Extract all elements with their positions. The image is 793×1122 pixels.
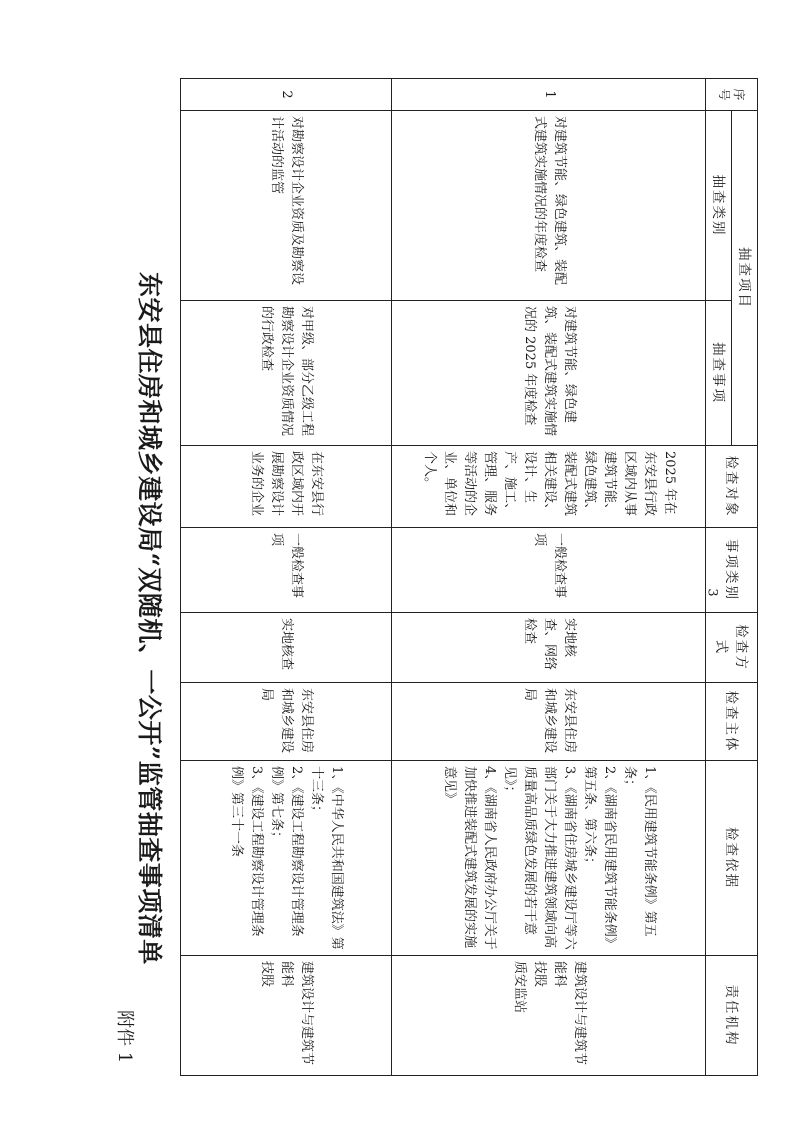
table-row: [181, 79, 392, 1076]
basis-line: 3、《建设工程勘察设计管理条例》第三十一条: [229, 766, 265, 937]
basis-line: 2、《湖南省民用建筑节能条例》第五条、第六条；: [581, 766, 617, 950]
basis-line: 4、《湖南省人民政府办公厅关于加快推进装配式建筑发展的实施意见》: [441, 766, 497, 950]
inspection-items-table: [180, 78, 758, 1076]
cell-basis: [392, 761, 706, 956]
inspection-table-frame: [180, 78, 758, 1075]
cell-item: 对建筑节能、绿色建筑、装配式建筑实施情况的 2025 年度检查: [392, 301, 706, 446]
header-row-1: [732, 79, 758, 1076]
header-method: 检查方式: [706, 613, 758, 683]
cell-seq: 2: [181, 79, 392, 111]
cell-object: 在东安县行政区域内开展勘察设计业务的企业: [181, 446, 392, 528]
table-row: [392, 79, 706, 1076]
document-title: 东安县住房和城乡建设局“双随机、一公开”监管抽查事项清单: [135, 272, 164, 965]
header-item: 抽查事项: [706, 301, 732, 446]
org-line: 技股: [259, 961, 275, 988]
basis-line: 1、《中华人民共和国建筑法》第十三条；: [309, 766, 345, 950]
cell-basis: [181, 761, 392, 956]
header-object: 检查对象: [706, 446, 758, 528]
attachment-label: 附件 1: [114, 1010, 135, 1064]
header-type: 事项类别: [706, 528, 758, 613]
org-line: 质安监站: [511, 961, 527, 1014]
basis-line: 2、《建设工程勘察设计管理条例》第七条；: [269, 766, 305, 937]
header-subject: 检查主体: [706, 683, 758, 761]
cell-item: 对甲级、部分乙级工程勘察设计企业资质情况的行政检查: [181, 301, 392, 446]
cell-seq: 1: [392, 79, 706, 111]
cell-subject: 东安县住房和城乡建设局: [181, 683, 392, 761]
header-org: 责任机构: [706, 956, 758, 1076]
cell-type: 一般检查事项: [181, 528, 392, 613]
cell-org: [392, 956, 706, 1076]
cell-type: 一般检查事项: [392, 528, 706, 613]
header-seq: 序号: [706, 79, 758, 111]
cell-category: 对建筑节能、绿色建筑、装配式建筑实施情况的年度检查: [392, 111, 706, 301]
cell-category: 对勘察设计企业资质及勘察设计活动的监管: [181, 111, 392, 301]
basis-line: 1、《民用建筑节能条例》第五条；: [621, 766, 657, 937]
header-category: 抽查类别: [706, 111, 732, 301]
header-project: 抽查项目: [732, 111, 758, 446]
org-line: 建筑设计与建筑节能科: [279, 961, 315, 1066]
org-line: 建筑设计与建筑节能科: [551, 961, 587, 1066]
cell-object: 2025 年在东安县行政区域内从事建筑节能、绿色建筑、装配式建筑相关建设、设计、生产、施工、管理、服务等活动的企业、单位和个人。: [392, 446, 706, 528]
cell-subject: 东安县住房和城乡建设局: [392, 683, 706, 761]
cell-method: 实地核查: [181, 613, 392, 683]
cell-org: [181, 956, 392, 1076]
header-basis: 检查依据: [706, 761, 758, 956]
org-line: 技股: [531, 961, 547, 988]
basis-line: 3、《湖南省住房城乡建设厅等六部门关于大力推进建筑领域向高质量高品质绿色发展的若干意见》；: [501, 766, 577, 950]
cell-method: 实地核查、网络检查: [392, 613, 706, 683]
page-number: 3: [704, 588, 720, 597]
